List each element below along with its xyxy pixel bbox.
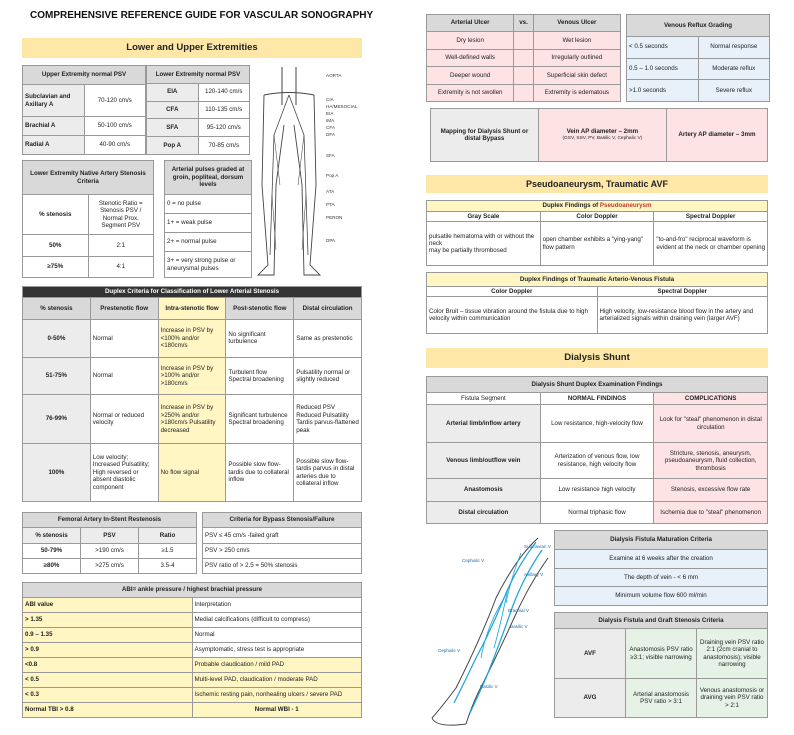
abi-title: ABI= ankle pressure / highest brachial pressure (23, 583, 362, 598)
cell: Anastomosis (427, 479, 541, 501)
col-header: Prestenotic flow (90, 298, 158, 320)
cell: No flow signal (158, 444, 226, 502)
cell: ≥75% (23, 256, 89, 278)
label-basilic-v-2: Basilic V (480, 684, 498, 689)
duplex-title: Duplex Criteria for Classification of Lower Arterial Stenosis (23, 287, 362, 298)
cell: Examine at 6 weeks after the creation (555, 549, 768, 568)
ulcer-table (426, 14, 621, 102)
col-header: Color Doppler (540, 212, 654, 222)
cell: > 1.35 (23, 613, 193, 628)
label-pta: PTA (326, 202, 335, 207)
upper-psv-header: Upper Extremity normal PSV (23, 66, 146, 85)
cell: Normal (90, 320, 158, 358)
cell: 120-140 cm/s (198, 83, 250, 101)
cell: % stenosis (23, 195, 89, 235)
cell: Same as prestenotic (294, 320, 362, 358)
cell: Pulsatility normal or slightly reduced (294, 357, 362, 395)
cell: Anastomosis PSV ratio ≥3:1; visible narrowing (626, 629, 697, 679)
col-header: Arterial Ulcer (427, 15, 514, 32)
cell: 40-90 cm/s (84, 136, 146, 155)
cell: 2+ = normal pulse (165, 233, 252, 252)
cell: 50% (23, 235, 89, 257)
tbi-footer: Normal TBI > 0.8 (23, 703, 193, 718)
mapping-table (430, 108, 768, 162)
cell: 0-50% (23, 320, 91, 358)
cell: Deeper wound (427, 67, 514, 84)
section-dialysis: Dialysis Shunt (426, 348, 768, 368)
cell: The depth of vein - < 6 mm (555, 568, 768, 587)
cell: Superficial skin defect (533, 67, 620, 84)
cell: "to-and-fro" reciprocal waveform is evident at the neck or chamber opening (654, 222, 768, 266)
label-eia: EIA (326, 111, 334, 116)
cell: Venous anastomosis or draining vein PSV ratio > 2:1 (697, 679, 768, 718)
cell: Extremity is not swollen (427, 84, 514, 101)
col-header: Spectral Doppler (597, 287, 768, 297)
cell: > 0.9 (23, 643, 193, 658)
label-dfa: DFA (326, 132, 335, 137)
cell: Possible slow flow-tardis parvus in distal arteries due to collateral inflow (294, 444, 362, 502)
cell: Well-defined walls (427, 49, 514, 66)
cell: Pop A (147, 137, 199, 155)
cell: Wet lesion (533, 32, 620, 49)
avf-title: Duplex Findings of Traumatic Arterio-Venous Fistula (427, 273, 768, 287)
cell: 50-100 cm/s (84, 117, 146, 136)
cell: Stricture, stenosis, aneurysm, pseudoaneurysm, fluid collection, thrombosis (654, 443, 768, 479)
native-artery-table (22, 160, 154, 278)
cell: Ischemic resting pain, nonhealing ulcers / severe PAD (192, 688, 362, 703)
col-header: Interpretation (192, 598, 362, 613)
col-header: ABI value (23, 598, 193, 613)
label-aorta: AORTA (326, 73, 342, 78)
cell: 0.5 – 1.0 seconds (627, 58, 699, 80)
cell: 95-120 cm/s (198, 119, 250, 137)
cell: 70-85 cm/s (198, 137, 250, 155)
cell: Extremity is edematous (533, 84, 620, 101)
cell: Probable claudication / mild PAD (192, 658, 362, 673)
cell: Increase in PSV by >100% and/or >180cm/s (158, 357, 226, 395)
cell: 110-135 cm/s (198, 101, 250, 119)
cell: ≥1.5 (139, 543, 197, 558)
cell: Distal circulation (427, 501, 541, 523)
cell: Arterial limb/inflow artery (427, 405, 541, 443)
cell: Arterization of venous flow, low resistance, high velocity flow (540, 443, 654, 479)
abi-table (22, 582, 362, 718)
col-header: Color Doppler (427, 287, 598, 297)
cell: 0.9 – 1.35 (23, 628, 193, 643)
arm-veins-illustration (426, 528, 552, 728)
label-cephalic-v: Cephalic V (462, 558, 485, 563)
label-subclavian-v: Subclavian V (524, 544, 551, 549)
legs-icon (254, 65, 324, 280)
cell: PSV ratio of > 2.5 = 50% stenosis (203, 558, 362, 573)
pseudo-title-red: Pseudoaneurysm (599, 202, 652, 210)
reflux-table (626, 14, 770, 102)
cell: AVF (555, 629, 626, 679)
cell: 0 = no pulse (165, 195, 252, 214)
label-brachial-v: Brachial V (508, 608, 529, 613)
femoral-restenosis-table (22, 512, 197, 574)
wbi-footer: Normal WBI - 1 (192, 703, 362, 718)
cell: Low velocity; Increased Pulsatility; High reversed or absent diastolic component (90, 444, 158, 502)
label-ha: HA/MESOCIAL (326, 104, 358, 109)
dialysis-findings-table (426, 376, 768, 524)
cell: Normal (90, 357, 158, 395)
cell: Venous limb/outflow vein (427, 443, 541, 479)
vein-list: (GSV, SSV, PV, Basilic V, Cephalic V) (562, 135, 643, 141)
col-header: Spectral Doppler (654, 212, 768, 222)
cell: Radial A (23, 136, 85, 155)
cell: Increase in PSV by <100% and/or <180cm/s (158, 320, 226, 358)
cell: High velocity, low-resistance blood flow in the artery and arterialized signals within draining vein (larger AVF) (597, 297, 768, 334)
cell: Brachial A (23, 117, 85, 136)
cell: 76-99% (23, 395, 91, 444)
reflux-title: Venous Reflux Grading (627, 15, 770, 37)
cell: Possible slow flow-tardis due to collateral inflow (226, 444, 294, 502)
label-basilic-v: Basilic V (510, 624, 528, 629)
label-cfa: CFA (326, 125, 335, 130)
col-header: vs. (514, 15, 533, 32)
cell: Normal response (698, 36, 770, 58)
col-header: Ratio (139, 528, 197, 543)
cell: Dry lesion (427, 32, 514, 49)
graft-stenosis-table (554, 612, 768, 718)
cell: Moderate reflux (698, 58, 770, 80)
cell: Reduced PSV Reduced Pulsatility Tardis parvus-flattened peak (294, 395, 362, 444)
upper-psv-table (22, 65, 146, 155)
cell: Low resistance high velocity (540, 479, 654, 501)
col-header: Venous Ulcer (533, 15, 620, 32)
cell: Significant turbulence Spectral broadening (226, 395, 294, 444)
pseudo-title: Duplex Findings of (542, 202, 599, 210)
cell: 3+ = very strong pulse or aneurysmal pulses (165, 252, 252, 278)
label-ima: IMA (326, 118, 335, 123)
cell: PSV > 250 cm/s (203, 543, 362, 558)
doc-title: COMPREHENSIVE REFERENCE GUIDE FOR VASCULAR SONOGRAPHY (30, 10, 374, 21)
label-cephalic-v-2: Cephalic V (438, 648, 461, 653)
cell: Medial calcifications (difficult to compress) (192, 613, 362, 628)
mapping-label: Mapping for Dialysis Shunt or distal Bypass (431, 109, 539, 162)
label-sfa: SFA (326, 153, 335, 158)
maturation-table (554, 530, 768, 606)
pulses-table (164, 160, 252, 278)
cell: >275 cm/s (81, 558, 139, 573)
pseudo-findings-table (426, 200, 768, 266)
pulses-title: Arterial pulses graded at groin, popliteal, dorsum levels (165, 161, 252, 195)
cell: ≥80% (23, 558, 81, 573)
cell: Normal triphasic flow (540, 501, 654, 523)
cell: >1.0 seconds (627, 80, 699, 102)
cell: Draining vein PSV ratio 2:1 (2cm cranial to anastomosis); visible narrowing (697, 629, 768, 679)
bypass-title: Criteria for Bypass Stenosis/Failure (203, 513, 362, 528)
cell: CFA (147, 101, 199, 119)
cell: Ischemia due to "steal" phenomenon (654, 501, 768, 523)
cell: No significant turbulence (226, 320, 294, 358)
leg-arteries-illustration (254, 65, 362, 280)
col-header: Fistula Segment (427, 393, 541, 405)
col-header: % stenosis (23, 528, 81, 543)
col-header: NORMAL FINDINGS (540, 393, 654, 405)
cell: Stenosis, excessive flow rate (654, 479, 768, 501)
cell: Low resistance, high-velocity flow (540, 405, 654, 443)
col-header: COMPLICATIONS (654, 393, 768, 405)
gray-item: pulsatile hematoma with or without the neck (429, 232, 535, 247)
label-ata: ATA (326, 189, 335, 194)
cell: Normal (192, 628, 362, 643)
cell: Arterial anastomosis PSV ratio > 3:1 (626, 679, 697, 718)
cell: Minimum volume flow 600 ml/min (555, 587, 768, 606)
cell: Irregularly outlined (533, 49, 620, 66)
section-pseudoaneurysm: Pseudoaneurysm, Traumatic AVF (426, 175, 768, 193)
cell: 1+ = weak pulse (165, 214, 252, 233)
native-artery-title: Lower Extremity Native Artery Stenosis Criteria (23, 161, 154, 195)
cell: 3.5-4 (139, 558, 197, 573)
col-header: Distal circulation (294, 298, 362, 320)
cell: Normal or reduced velocity (90, 395, 158, 444)
section-lower-upper: Lower and Upper Extremities (22, 38, 362, 58)
cell: EIA (147, 83, 199, 101)
cell: open chamber exhibits a "ying-yang" flow pattern (540, 222, 654, 266)
cell: Severe reflux (698, 80, 770, 102)
duplex-criteria-table (22, 286, 362, 502)
bypass-criteria-table (202, 512, 362, 574)
col-header: PSV (81, 528, 139, 543)
label-axillary-v: Axillary V (524, 572, 544, 577)
gray-item: may be partially thrombosed (429, 247, 507, 255)
cell: >190 cm/s (81, 543, 139, 558)
cell: 4:1 (88, 256, 154, 278)
cell: < 0.3 (23, 688, 193, 703)
maturation-title: Dialysis Fistula Maturation Criteria (555, 531, 768, 550)
col-header: % stenosis (23, 298, 91, 320)
cell: Look for "steal" phenomenon in distal circulation (654, 405, 768, 443)
label-peron: PERON (326, 215, 343, 220)
cell: Color Bruit – tissue vibration around the fistula due to high velocity within communication (427, 297, 598, 334)
vein-diameter: Vein AP diameter – 2mm (566, 128, 639, 136)
cell: AVG (555, 679, 626, 718)
dialysis-title: Dialysis Shunt Duplex Examination Findings (427, 377, 768, 393)
col-header: Gray Scale (427, 212, 541, 222)
cell: 100% (23, 444, 91, 502)
cell: SFA (147, 119, 199, 137)
avf-findings-table (426, 272, 768, 334)
lower-psv-table (146, 65, 250, 155)
artery-diameter: Artery AP diameter – 3mm (666, 109, 767, 162)
cell: PSV ≤ 45 cm/s -failed graft (203, 528, 362, 543)
cell: Stenotic Ratio = Stenosis PSV / Normal Prox. Segment PSV (88, 195, 154, 235)
cell: < 0.5 seconds (627, 36, 699, 58)
label-cia: CIA (326, 97, 334, 102)
cell: Subclavian and Axillary A (23, 84, 85, 116)
cell: Increase in PSV by >250% and/or >180cm/s Pulsatility decreased (158, 395, 226, 444)
cell: Asymptomatic, stress test is appropriate (192, 643, 362, 658)
cell: Multi-level PAD, claudication / moderate PAD (192, 673, 362, 688)
cell: Turbulent flow Spectral broadening (226, 357, 294, 395)
label-dpa: DPA (326, 238, 336, 243)
cell: < 0.5 (23, 673, 193, 688)
cell: 2:1 (88, 235, 154, 257)
cell: 51-75% (23, 357, 91, 395)
lower-psv-header: Lower Extremity normal PSV (147, 66, 250, 84)
cell: <0.8 (23, 658, 193, 673)
cell: 50-79% (23, 543, 81, 558)
graft-title: Dialysis Fistula and Graft Stenosis Criteria (555, 613, 768, 629)
cell: 70-120 cm/s (84, 84, 146, 116)
col-header: Intra-stenotic flow (158, 298, 226, 320)
femoral-title: Femoral Artery In-Stent Restenosis (23, 513, 197, 528)
label-popa: Pop A (326, 173, 339, 178)
arm-icon (426, 528, 552, 728)
col-header: Post-stenotic flow (226, 298, 294, 320)
